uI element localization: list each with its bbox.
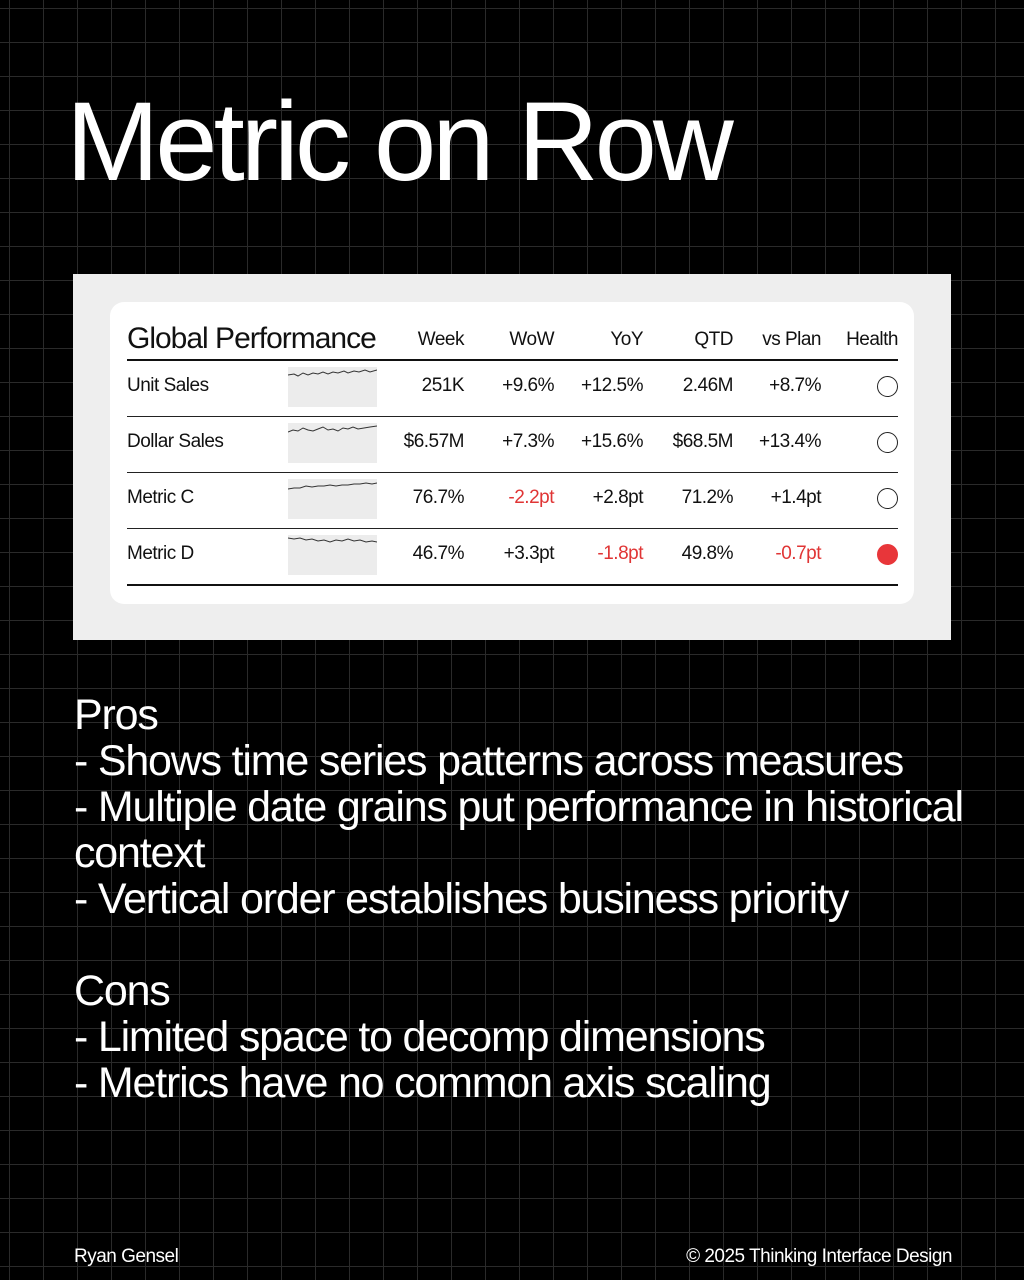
pros-item: - Multiple date grains put performance in historical context [74, 783, 963, 877]
table-row [127, 361, 898, 417]
sparkline [288, 367, 377, 407]
table-header [127, 324, 898, 361]
author-credit: Ryan Gensel [74, 1246, 179, 1267]
value-yoy: +12.5% [581, 375, 643, 396]
table-row [127, 473, 898, 529]
value-vs-plan: +13.4% [759, 431, 821, 452]
value-qtd: 2.46M [682, 375, 733, 396]
metric-name: Metric D [127, 543, 194, 564]
col-yoy: YoY [610, 329, 643, 350]
pros-heading: Pros [74, 691, 158, 739]
sparkline [288, 535, 377, 575]
value-yoy: +15.6% [581, 431, 643, 452]
metric-name: Metric C [127, 487, 194, 508]
value-vs-plan: +8.7% [769, 375, 821, 396]
col-health: Health [846, 329, 898, 350]
col-wow: WoW [509, 329, 554, 350]
copyright: © 2025 Thinking Interface Design [686, 1246, 952, 1267]
cons-item: - Metrics have no common axis scaling [74, 1059, 771, 1107]
col-qtd: QTD [694, 329, 733, 350]
value-qtd: 71.2% [681, 487, 733, 508]
health-indicator [877, 432, 898, 453]
table-title: Global Performance [127, 322, 376, 355]
pros-item: - Vertical order establishes business priority [74, 875, 849, 923]
pros-cons [74, 692, 974, 1106]
value-wow: -2.2pt [508, 487, 554, 508]
cons-item: - Limited space to decomp dimensions [74, 1013, 765, 1061]
value-qtd: 49.8% [681, 543, 733, 564]
value-week: 46.7% [412, 543, 464, 564]
value-wow: +3.3pt [503, 543, 554, 564]
performance-card [110, 302, 914, 604]
page-title: Metric on Row [66, 79, 730, 204]
value-vs-plan: -0.7pt [775, 543, 821, 564]
value-vs-plan: +1.4pt [770, 487, 821, 508]
table-row [127, 529, 898, 586]
value-wow: +7.3% [502, 431, 554, 452]
col-week: Week [417, 329, 464, 350]
value-yoy: -1.8pt [597, 543, 643, 564]
value-yoy: +2.8pt [592, 487, 643, 508]
value-week: 76.7% [412, 487, 464, 508]
cons-heading: Cons [74, 967, 170, 1015]
health-indicator [877, 376, 898, 397]
value-week: $6.57M [403, 431, 464, 452]
metric-name: Dollar Sales [127, 431, 224, 452]
metric-name: Unit Sales [127, 375, 209, 396]
health-indicator-alert [877, 544, 898, 565]
table-panel [73, 274, 951, 640]
sparkline [288, 423, 377, 463]
col-vs-plan: vs Plan [762, 329, 821, 350]
value-wow: +9.6% [502, 375, 554, 396]
sparkline [288, 479, 377, 519]
value-week: 251K [421, 375, 464, 396]
table-row [127, 417, 898, 473]
pros-item: - Shows time series patterns across measures [74, 737, 904, 785]
value-qtd: $68.5M [672, 431, 733, 452]
health-indicator [877, 488, 898, 509]
